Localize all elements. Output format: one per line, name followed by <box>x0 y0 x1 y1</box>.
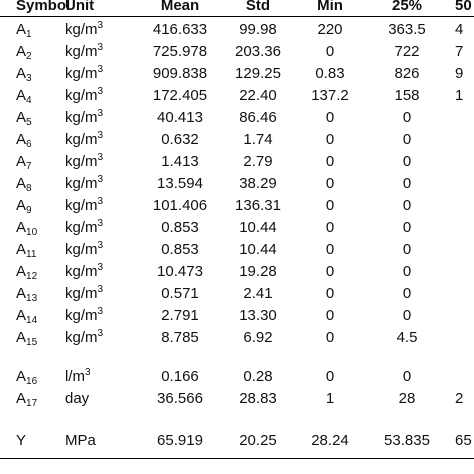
cell-unit <box>65 19 103 43</box>
cell-unit <box>65 63 103 87</box>
symbol-subscript: 13 <box>26 293 38 304</box>
symbol-subscript: 11 <box>26 249 37 260</box>
cell-symbol <box>16 366 37 390</box>
symbol-base: A <box>16 285 27 302</box>
cell-symbol <box>16 19 32 43</box>
cell-min: 0 <box>325 329 335 346</box>
cell-min: 28.24 <box>311 432 349 449</box>
unit-base: kg/m <box>65 109 98 126</box>
cell-p50: 65 <box>455 432 472 449</box>
cell-mean: 0.853 <box>161 219 199 236</box>
cell-std: 136.31 <box>235 197 281 214</box>
table-row <box>0 63 474 85</box>
cell-min: 0 <box>325 263 335 280</box>
symbol-base: A <box>16 109 27 126</box>
symbol-base: A <box>16 43 27 60</box>
cell-p50: 2 <box>455 390 464 407</box>
cell-symbol <box>16 217 37 241</box>
cell-symbol <box>16 41 32 65</box>
cell-p25: 0 <box>402 241 412 258</box>
unit-base: kg/m <box>65 43 98 60</box>
cell-unit <box>65 41 103 65</box>
cell-symbol <box>16 239 36 263</box>
cell-p25: 0 <box>402 131 412 148</box>
table-row <box>0 217 474 239</box>
unit-superscript: 3 <box>97 218 104 229</box>
cell-symbol <box>16 430 26 452</box>
cell-symbol <box>16 151 32 175</box>
cell-p25: 0 <box>402 153 412 170</box>
cell-p25: 0 <box>402 307 412 324</box>
cell-std: 129.25 <box>235 65 281 82</box>
table-row <box>0 388 474 410</box>
symbol-subscript: 1 <box>26 29 32 40</box>
unit-base: kg/m <box>65 241 98 258</box>
cell-unit <box>65 151 103 175</box>
cell-p50: 4 <box>455 21 464 38</box>
cell-std: 0.28 <box>243 368 273 385</box>
unit-base: kg/m <box>65 285 98 302</box>
table-row <box>0 107 474 129</box>
cell-p25: 0 <box>402 285 412 302</box>
table-row <box>0 366 474 388</box>
header-rule <box>0 16 474 17</box>
unit-superscript: 3 <box>97 86 104 97</box>
cell-symbol <box>16 195 32 219</box>
cell-symbol <box>16 305 37 329</box>
cell-p25: 0 <box>402 263 412 280</box>
unit-superscript: 3 <box>97 42 104 53</box>
cell-unit <box>65 305 103 329</box>
cell-std: 86.46 <box>239 109 277 126</box>
cell-std: 28.83 <box>239 390 277 407</box>
cell-p25: 363.5 <box>388 21 426 38</box>
cell-unit <box>65 85 103 109</box>
unit-base: kg/m <box>65 87 98 104</box>
cell-mean: 0.166 <box>161 368 199 385</box>
cell-mean: 0.853 <box>161 241 199 258</box>
cell-std: 20.25 <box>239 432 277 449</box>
symbol-base: A <box>16 219 27 236</box>
table-row <box>0 129 474 151</box>
cell-unit <box>65 366 91 390</box>
cell-symbol <box>16 85 32 109</box>
cell-std: 10.44 <box>239 219 277 236</box>
cell-mean: 36.566 <box>157 390 203 407</box>
symbol-base: A <box>16 263 27 280</box>
cell-p50: 7 <box>455 43 464 60</box>
cell-p25: 0 <box>402 175 412 192</box>
cell-p25: 4.5 <box>396 329 418 346</box>
cell-mean: 172.405 <box>152 87 208 104</box>
cell-std: 38.29 <box>239 175 277 192</box>
unit-superscript: 3 <box>97 108 104 119</box>
cell-min: 1 <box>325 390 335 407</box>
cell-min: 220 <box>317 21 343 38</box>
table-row <box>0 239 474 261</box>
header-symbol: Symbol <box>16 0 71 14</box>
unit-base: kg/m <box>65 219 98 236</box>
cell-mean: 909.838 <box>152 65 208 82</box>
unit-base: l/m <box>65 368 85 385</box>
cell-unit <box>65 283 103 307</box>
unit-superscript: 3 <box>97 240 104 251</box>
bottom-rule <box>0 458 474 459</box>
table-row <box>0 261 474 283</box>
symbol-base: A <box>16 307 27 324</box>
cell-symbol <box>16 388 37 412</box>
table-row <box>0 283 474 305</box>
table-row <box>0 85 474 107</box>
symbol-subscript: 2 <box>26 51 32 62</box>
table-row <box>0 305 474 327</box>
header-std: Std <box>245 0 271 14</box>
symbol-base: A <box>16 368 27 385</box>
unit-superscript: 3 <box>97 174 104 185</box>
cell-min: 0 <box>325 241 335 258</box>
cell-p25: 826 <box>394 65 420 82</box>
unit-superscript: 3 <box>97 20 104 31</box>
cell-std: 6.92 <box>243 329 273 346</box>
cell-unit <box>65 327 103 351</box>
symbol-subscript: 6 <box>26 139 32 150</box>
cell-std: 2.41 <box>243 285 273 302</box>
symbol-base: A <box>16 65 27 82</box>
unit-superscript: 3 <box>97 262 104 273</box>
cell-min: 0 <box>325 131 335 148</box>
cell-unit <box>65 217 103 241</box>
cell-p25: 0 <box>402 219 412 236</box>
symbol-subscript: 5 <box>26 117 32 128</box>
cell-min: 0 <box>325 175 335 192</box>
cell-unit <box>65 430 96 452</box>
cell-mean: 10.473 <box>157 263 203 280</box>
cell-symbol <box>16 173 32 197</box>
cell-min: 0 <box>325 285 335 302</box>
cell-std: 19.28 <box>239 263 277 280</box>
cell-min: 0 <box>325 219 335 236</box>
cell-symbol <box>16 283 37 307</box>
cell-mean: 2.791 <box>161 307 199 324</box>
symbol-subscript: 9 <box>26 205 32 216</box>
symbol-subscript: 4 <box>26 95 32 106</box>
header-p25: 25% <box>391 0 423 14</box>
unit-base: kg/m <box>65 197 98 214</box>
unit-base: kg/m <box>65 329 98 346</box>
cell-unit <box>65 173 103 197</box>
symbol-subscript: 12 <box>26 271 38 282</box>
unit-superscript: 3 <box>97 328 104 339</box>
symbol-base: A <box>16 131 27 148</box>
cell-p50: 9 <box>455 65 464 82</box>
cell-p25: 28 <box>398 390 416 407</box>
cell-p25: 158 <box>394 87 420 104</box>
cell-mean: 0.632 <box>161 131 199 148</box>
cell-unit <box>65 239 103 263</box>
symbol-subscript: 3 <box>26 73 32 84</box>
symbol-base: A <box>16 87 27 104</box>
cell-mean: 1.413 <box>161 153 199 170</box>
symbol-base: Y <box>16 432 27 449</box>
table-row <box>0 195 474 217</box>
unit-base: kg/m <box>65 21 98 38</box>
cell-p25: 722 <box>394 43 420 60</box>
cell-min: 0 <box>325 109 335 126</box>
unit-superscript: 3 <box>97 64 104 75</box>
table-header-row <box>0 0 474 17</box>
unit-base: kg/m <box>65 307 98 324</box>
cell-unit <box>65 261 103 285</box>
cell-mean: 8.785 <box>161 329 199 346</box>
cell-min: 0 <box>325 153 335 170</box>
cell-unit <box>65 107 103 131</box>
table-row <box>0 173 474 195</box>
symbol-subscript: 7 <box>26 161 32 172</box>
header-min: Min <box>317 0 343 14</box>
symbol-subscript: 17 <box>26 398 38 409</box>
symbol-base: A <box>16 241 27 258</box>
symbol-base: A <box>16 175 27 192</box>
cell-std: 203.36 <box>235 43 281 60</box>
cell-mean: 65.919 <box>157 432 203 449</box>
cell-mean: 725.978 <box>152 43 208 60</box>
cell-mean: 0.571 <box>161 285 199 302</box>
table-row <box>0 41 474 63</box>
cell-mean: 13.594 <box>157 175 203 192</box>
cell-min: 0 <box>325 43 335 60</box>
cell-std: 2.79 <box>243 153 273 170</box>
symbol-subscript: 8 <box>26 183 32 194</box>
unit-base: day <box>65 390 90 407</box>
unit-base: kg/m <box>65 153 98 170</box>
table-row <box>0 430 474 452</box>
table-row <box>0 151 474 173</box>
header-unit: Unit <box>65 0 95 14</box>
symbol-base: A <box>16 329 27 346</box>
cell-std: 1.74 <box>243 131 273 148</box>
cell-symbol <box>16 129 32 153</box>
cell-symbol <box>16 107 32 131</box>
cell-mean: 40.413 <box>157 109 203 126</box>
unit-superscript: 3 <box>97 284 104 295</box>
unit-superscript: 3 <box>97 306 104 317</box>
cell-min: 137.2 <box>311 87 349 104</box>
symbol-base: A <box>16 153 27 170</box>
cell-symbol <box>16 327 37 351</box>
cell-min: 0 <box>325 368 335 385</box>
table-row <box>0 19 474 41</box>
unit-base: kg/m <box>65 175 98 192</box>
table-row <box>0 327 474 349</box>
cell-min: 0 <box>325 307 335 324</box>
cell-min: 0 <box>325 197 335 214</box>
cell-p25: 0 <box>402 368 412 385</box>
unit-superscript: 3 <box>97 130 104 141</box>
symbol-base: A <box>16 197 27 214</box>
cell-mean: 416.633 <box>152 21 208 38</box>
unit-superscript: 3 <box>97 196 104 207</box>
symbol-subscript: 14 <box>26 315 38 326</box>
unit-superscript: 3 <box>97 152 104 163</box>
unit-base: kg/m <box>65 65 98 82</box>
cell-symbol <box>16 63 32 87</box>
cell-std: 99.98 <box>239 21 277 38</box>
cell-p50: 1 <box>455 87 464 104</box>
symbol-subscript: 10 <box>26 227 38 238</box>
header-mean: Mean <box>160 0 200 14</box>
symbol-base: A <box>16 390 27 407</box>
cell-unit <box>65 129 103 153</box>
unit-base: MPa <box>65 432 96 449</box>
cell-symbol <box>16 261 37 285</box>
symbol-subscript: 15 <box>26 337 38 348</box>
cell-p25: 53.835 <box>384 432 430 449</box>
symbol-base: A <box>16 21 27 38</box>
cell-p25: 0 <box>402 197 412 214</box>
cell-mean: 101.406 <box>152 197 208 214</box>
cell-p25: 0 <box>402 109 412 126</box>
symbol-subscript: 16 <box>26 376 38 387</box>
unit-superscript: 3 <box>85 367 91 378</box>
cell-std: 13.30 <box>239 307 277 324</box>
unit-base: kg/m <box>65 131 98 148</box>
unit-base: kg/m <box>65 263 98 280</box>
cell-unit <box>65 195 103 219</box>
header-p50: 50 <box>455 0 472 14</box>
cell-min: 0.83 <box>315 65 345 82</box>
cell-unit <box>65 388 89 410</box>
cell-std: 22.40 <box>239 87 277 104</box>
cell-std: 10.44 <box>239 241 277 258</box>
